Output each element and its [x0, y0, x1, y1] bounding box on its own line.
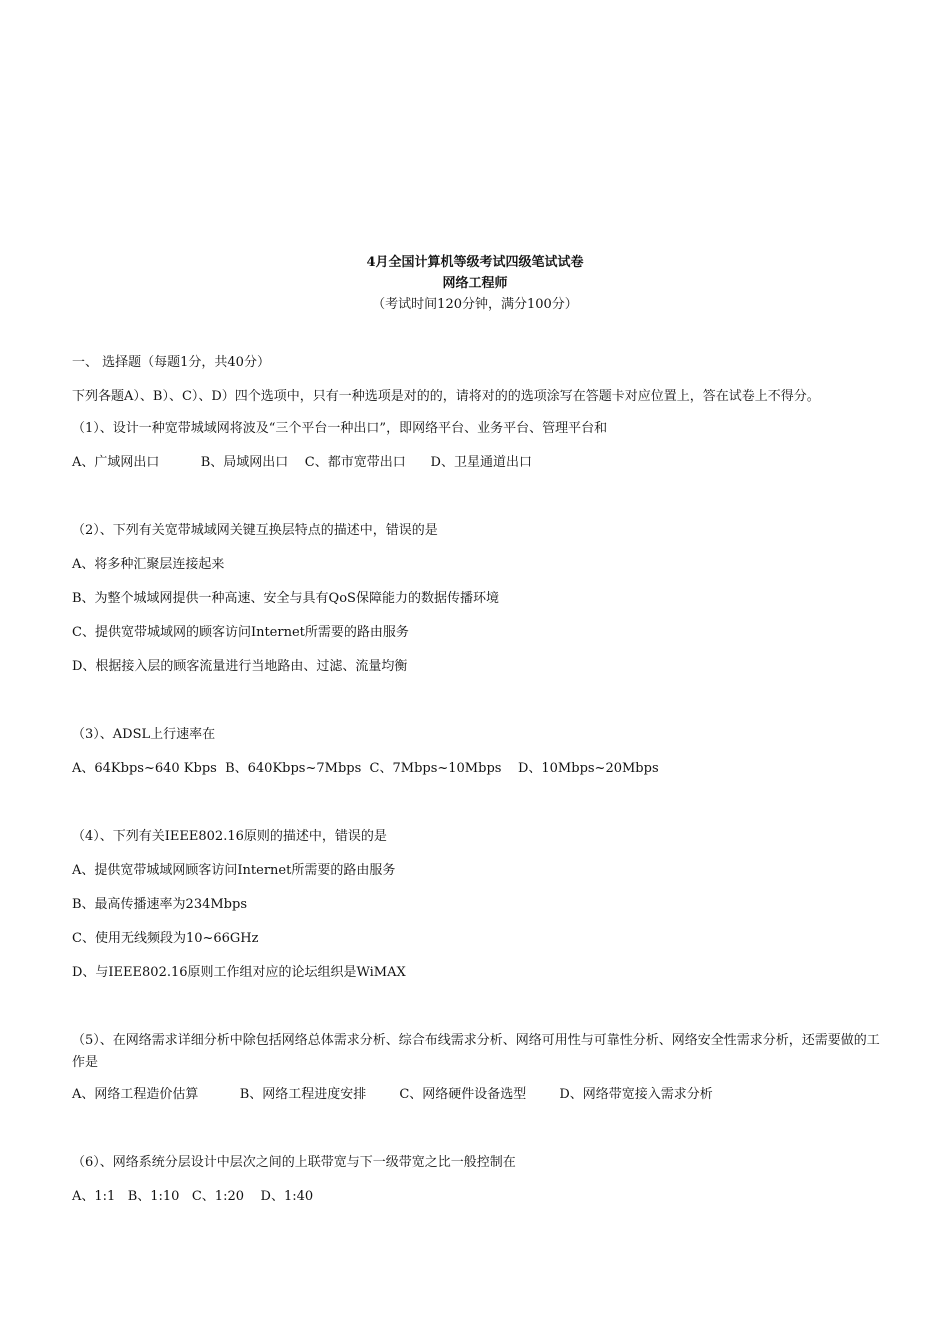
option-d: D、根据接入层的顾客流量进行当地路由、过滤、流量均衡: [72, 659, 408, 674]
question-stem: （5）、在网络需求详细分析中除包括网络总体需求分析、综合布线需求分析、网络可用性与可靠性分析、网络安全性需求分析，还需要做的工作是: [72, 1033, 880, 1070]
option-d: D、与IEEE802.16原则工作组对应的论坛组织是WiMAX: [72, 965, 406, 980]
section-instructions: 下列各题A）、B）、C）、D）四个选项中，只有一种选项是对的的，请将对的的选项涂写在答题卡对应位置上，答在试卷上不得分。: [72, 389, 820, 404]
exam-header: [0, 252, 950, 315]
question-options: A、1:1 B、1:10 C、1:20 D、1:40: [72, 1189, 314, 1204]
option-b: B、最高传播速率为234Mbps: [72, 897, 247, 912]
question-stem: （6）、网络系统分层设计中层次之间的上联带宽与下一级带宽之比一般控制在: [72, 1155, 516, 1170]
question-stem: （1）、设计一种宽带城域网将波及“三个平台一种出口”，即网络平台、业务平台、管理平台和: [72, 421, 608, 436]
exam-subtitle: 网络工程师: [442, 276, 508, 291]
option-c: C、提供宽带城域网的顾客访问Internet所需要的路由服务: [72, 625, 409, 640]
question-stem: （2）、下列有关宽带城域网关键互换层特点的描述中，错误的是: [72, 523, 438, 538]
exam-content: [72, 352, 892, 1220]
exam-title: 4月全国计算机等级考试四级笔试试卷: [366, 255, 584, 270]
option-b: B、为整个城域网提供一种高速、安全与具有QoS保障能力的数据传播环境: [72, 591, 499, 606]
question-stem: （4）、下列有关IEEE802.16原则的描述中，错误的是: [72, 829, 387, 844]
question-stem: （3）、ADSL上行速率在: [72, 727, 216, 742]
question-options: A、网络工程造价估算 B、网络工程进度安排 C、网络硬件设备选型 D、网络带宽接入需求分析: [72, 1087, 713, 1102]
section-heading: 一、 选择题（每题1分，共40分）: [72, 355, 270, 370]
option-a: A、将多种汇聚层连接起来: [72, 557, 225, 572]
question-options: A、64Kbps~640 Kbps B、640Kbps~7Mbps C、7Mbps~10Mbps D、10Mbps~20Mbps: [72, 761, 659, 776]
exam-time-info: （考试时间120分钟，满分100分）: [372, 297, 578, 312]
option-c: C、使用无线频段为10~66GHz: [72, 931, 259, 946]
option-a: A、提供宽带城域网顾客访问Internet所需要的路由服务: [72, 863, 396, 878]
question-options: A、广域网出口 B、局域网出口 C、都市宽带出口 D、卫星通道出口: [72, 455, 532, 470]
